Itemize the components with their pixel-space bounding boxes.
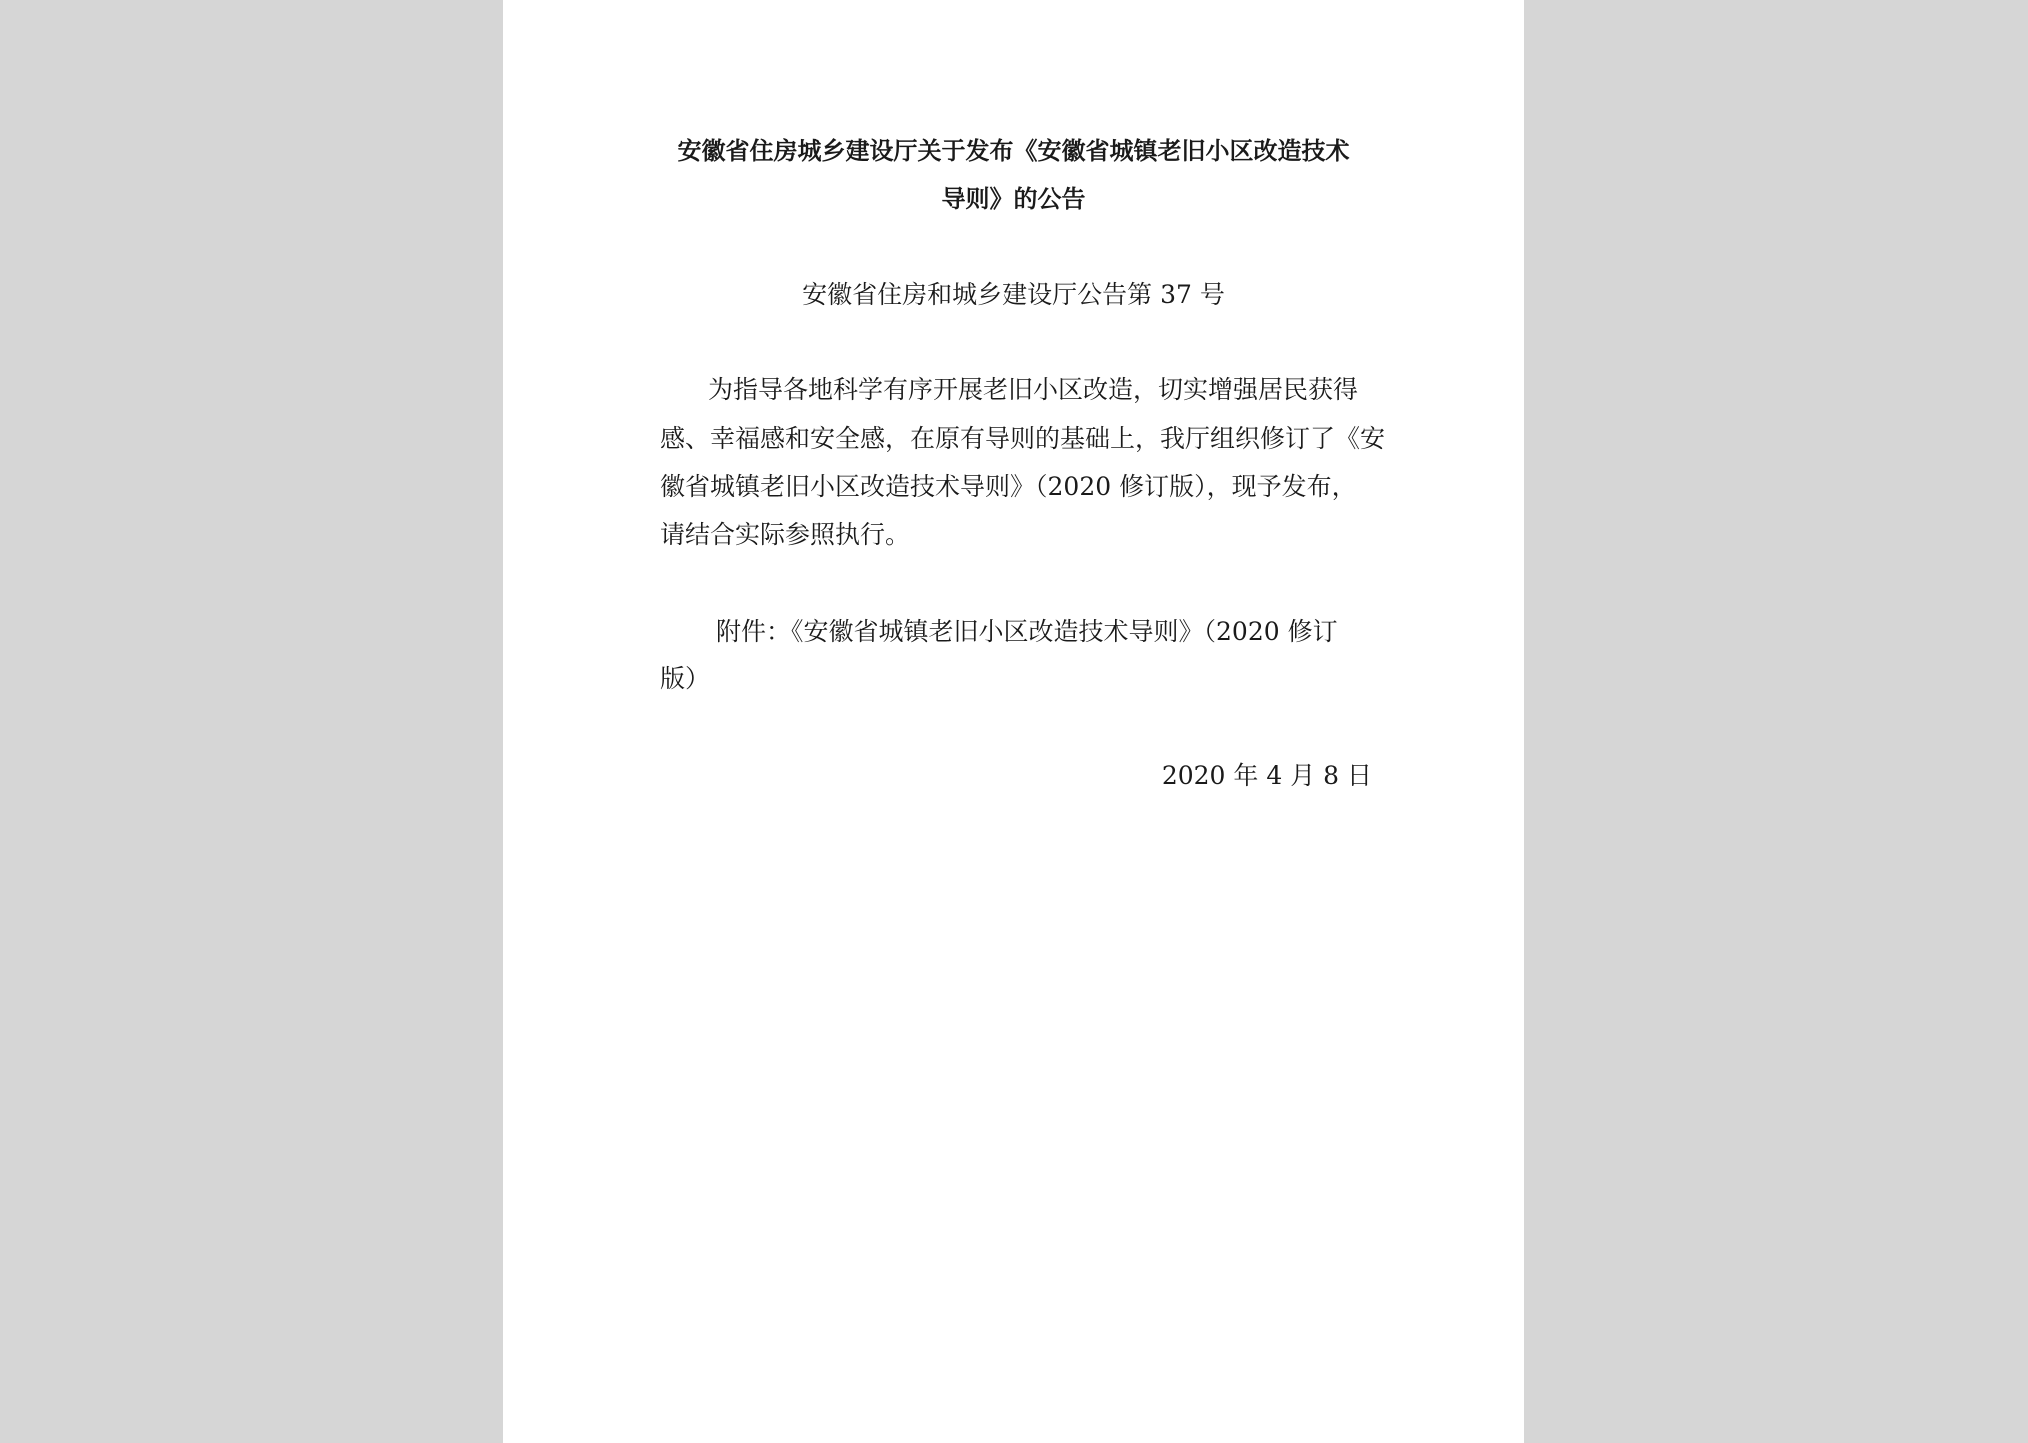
attachment-line-2: 版）: [660, 664, 711, 693]
document-page: [503, 0, 1524, 1443]
body-paragraph-line-4: 请结合实际参照执行。: [660, 520, 911, 549]
document-title-line-1: 安徽省住房城乡建设厅关于发布《安徽省城镇老旧小区改造技术: [677, 137, 1350, 165]
document-title-line-2: 导则》的公告: [941, 185, 1086, 213]
attachment-line-1: 附件：《安徽省城镇老旧小区改造技术导则》（2020 修订: [716, 617, 1338, 646]
document-date: 2020 年 4 月 8 日: [1161, 761, 1372, 790]
body-paragraph-line-2: 感、幸福感和安全感，在原有导则的基础上，我厅组织修订了《安: [660, 424, 1386, 453]
body-paragraph-line-1: 为指导各地科学有序开展老旧小区改造，切实增强居民获得: [708, 375, 1359, 404]
body-paragraph-line-3: 徽省城镇老旧小区改造技术导则》（2020 修订版），现予发布，: [660, 472, 1357, 501]
notice-number: 安徽省住房和城乡建设厅公告第 37 号: [802, 280, 1225, 309]
